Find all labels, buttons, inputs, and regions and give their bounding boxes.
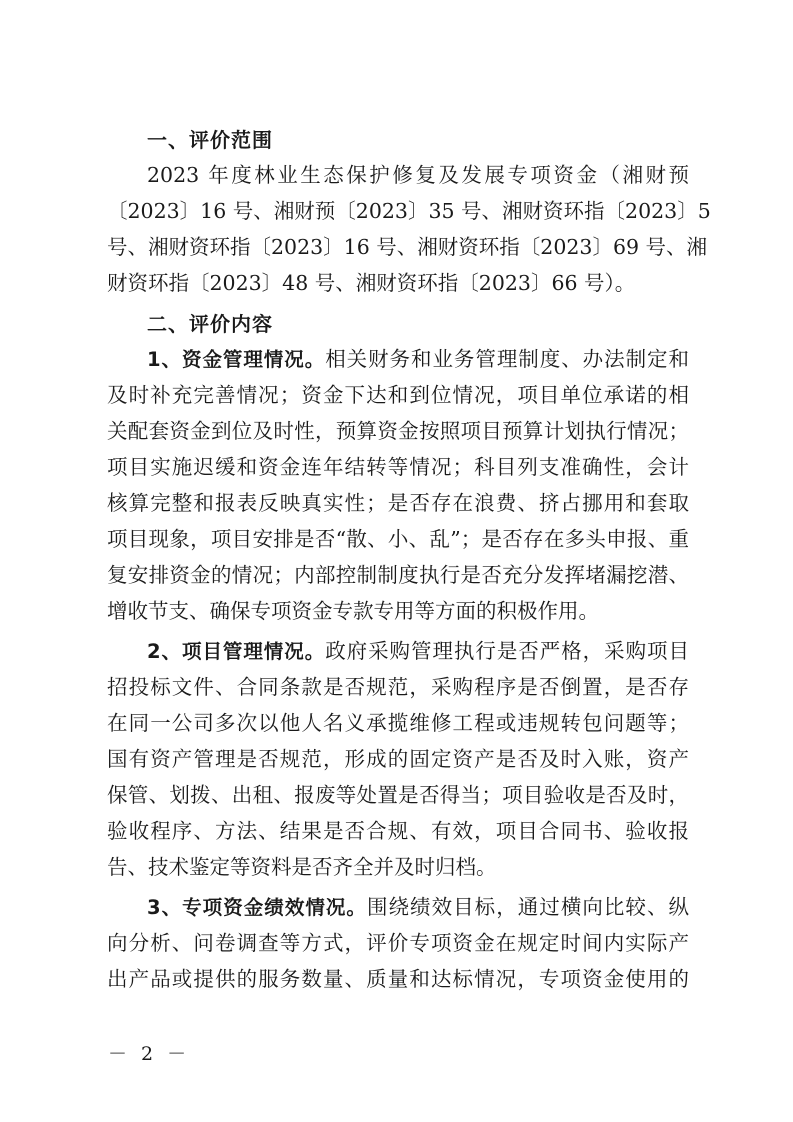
paragraph-line: 出产品或提供的服务数量、质量和达标情况，专项资金使用的 — [107, 967, 689, 991]
page-number: － 2 － — [108, 1043, 191, 1065]
paragraph-line: 及时补充完善情况；资金下达和到位情况，项目单位承诺的相 — [107, 383, 689, 407]
item-title-fund-management: 1、资金管理情况。 — [147, 348, 326, 371]
paragraph-line: 在同一公司多次以他人名义承揽维修工程或违规转包问题等； — [107, 711, 689, 735]
paragraph-line: 增收节支、确保专项资金专款专用等方面的积极作用。 — [107, 599, 599, 623]
paragraph-line: 保管、划拨、出租、报废等处置是否得当；项目验收是否及时， — [107, 783, 689, 807]
item-first-line — [147, 633, 689, 669]
item-first-line — [147, 341, 689, 377]
paragraph-line: 号、湘财资环指〔2023〕16 号、湘财资环指〔2023〕69 号、湘 — [107, 235, 708, 259]
paragraph-line: 验收程序、方法、结果是否合规、有效，项目合同书、验收报 — [107, 819, 689, 843]
item-title-fund-performance: 3、专项资金绩效情况。 — [147, 896, 367, 919]
paragraph-line: 向分析、问卷调查等方式，评价专项资金在规定时间内实际产 — [107, 931, 689, 955]
paragraph-line: 关配套资金到位及时性，预算资金按照项目预算计划执行情况； — [107, 419, 689, 443]
item-title-project-management: 2、项目管理情况。 — [147, 640, 326, 663]
section-heading-scope: 一、评价范围 — [147, 128, 273, 152]
paragraph-line: 2023 年度林业生态保护修复及发展专项资金（湘财预 — [147, 163, 689, 187]
item-first-line — [147, 889, 689, 925]
paragraph-line: 国有资产管理是否规范，形成的固定资产是否及时入账，资产 — [107, 747, 689, 771]
paragraph-line: 财资环指〔2023〕48 号、湘财资环指〔2023〕66 号）。 — [107, 271, 636, 295]
item-text: 相关财务和业务管理制度、办法制定和 — [325, 347, 689, 371]
section-heading-content: 二、评价内容 — [147, 312, 273, 336]
item-text: 政府采购管理执行是否严格，采购项目 — [325, 639, 689, 663]
paragraph-line: 项目实施迟缓和资金连年结转等情况；科目列支准确性，会计 — [107, 455, 689, 479]
paragraph-line: 招投标文件、合同条款是否规范，采购程序是否倒置，是否存 — [107, 675, 689, 699]
paragraph-line: 告、技术鉴定等资料是否齐全并及时归档。 — [107, 855, 497, 879]
item-text: 围绕绩效目标，通过横向比较、纵 — [366, 895, 689, 919]
paragraph-line: 项目现象，项目安排是否“散、小、乱”；是否存在多头申报、重 — [107, 527, 689, 551]
paragraph-line: 〔2023〕16 号、湘财预〔2023〕35 号、湘财资环指〔2023〕5 — [107, 199, 711, 223]
paragraph-line: 复安排资金的情况；内部控制制度执行是否充分发挥堵漏挖潜、 — [107, 563, 689, 587]
paragraph-line: 核算完整和报表反映真实性；是否存在浪费、挤占挪用和套取 — [107, 491, 689, 515]
